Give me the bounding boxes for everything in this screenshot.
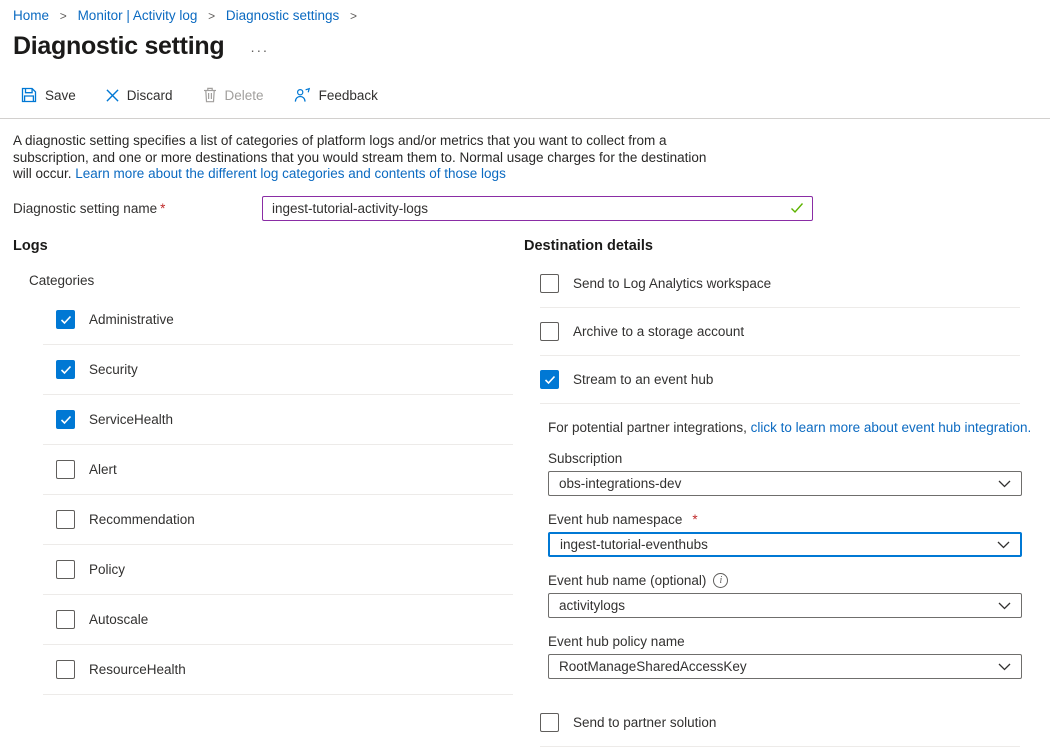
checkbox-administrative[interactable] <box>56 310 75 329</box>
breadcrumb-home[interactable]: Home <box>13 8 50 23</box>
partner-note-text: For potential partner integrations, <box>548 420 751 436</box>
row-divider <box>540 355 1020 356</box>
destination-row-event-hub <box>524 360 1050 399</box>
subscription-label-text: Subscription <box>548 451 623 467</box>
destination-label: Send to partner solution <box>573 715 717 731</box>
event-hub-policy-name-dropdown[interactable] <box>548 654 1022 679</box>
discard-label: Discard <box>126 87 173 103</box>
checkbox-security[interactable] <box>56 360 75 379</box>
trash-icon <box>203 87 217 103</box>
category-label: ResourceHealth <box>89 662 186 678</box>
category-label: Alert <box>89 462 117 478</box>
feedback-person-icon <box>294 87 311 103</box>
destination-row-storage-account <box>524 312 1050 351</box>
category-row-recommendation <box>0 501 524 538</box>
event-hub-name-dropdown[interactable] <box>548 593 1022 618</box>
save-icon <box>21 87 37 103</box>
breadcrumb-separator: > <box>59 9 67 23</box>
valid-checkmark-icon <box>790 202 804 217</box>
page-title: Diagnostic setting <box>13 32 225 60</box>
category-label: Autoscale <box>89 612 149 628</box>
destination-details-heading: Destination details <box>524 238 653 255</box>
row-divider <box>43 544 513 545</box>
checkbox-resourcehealth[interactable] <box>56 660 75 679</box>
save-label: Save <box>45 87 76 103</box>
event-hub-policy-name-label <box>548 634 1050 649</box>
row-divider <box>540 746 1020 747</box>
event-hub-name-field <box>548 573 1050 618</box>
logs-heading: Logs <box>13 238 48 255</box>
category-label: ServiceHealth <box>89 412 174 428</box>
event-hub-policy-name-field <box>548 634 1050 679</box>
destination-label: Archive to a storage account <box>573 324 745 340</box>
destination-details-section <box>524 238 1050 751</box>
discard-button[interactable] <box>106 88 173 103</box>
event-hub-integration-link[interactable]: click to learn more about event hub integration. <box>750 420 1032 436</box>
subscription-dropdown-value: obs-integrations-dev <box>559 476 682 492</box>
category-row-alert <box>0 451 524 488</box>
event-hub-namespace-label-text: Event hub namespace <box>548 512 683 528</box>
learn-more-link[interactable]: Learn more about the different log categories and contents of those logs <box>75 166 506 182</box>
page-header <box>0 23 1050 61</box>
checkbox-autoscale[interactable] <box>56 610 75 629</box>
category-row-autoscale <box>0 601 524 638</box>
diagnostic-setting-name-row <box>13 196 1050 221</box>
chevron-down-icon <box>997 541 1010 549</box>
category-label: Recommendation <box>89 512 195 528</box>
diagnostic-setting-name-input[interactable] <box>262 196 813 221</box>
subscription-label <box>548 451 1050 466</box>
subscription-field <box>548 451 1050 496</box>
destination-label: Send to Log Analytics workspace <box>573 276 772 292</box>
breadcrumb-separator: > <box>208 9 216 23</box>
intro-text <box>13 133 719 183</box>
content-columns <box>0 238 1050 751</box>
partner-integrations-note <box>548 420 1050 435</box>
category-row-resourcehealth <box>0 651 524 688</box>
checkbox-send-to-log-analytics[interactable] <box>540 274 559 293</box>
checkbox-policy[interactable] <box>56 560 75 579</box>
diagnostic-setting-name-label <box>13 201 262 216</box>
diagnostic-setting-name-label-text: Diagnostic setting name <box>13 201 158 217</box>
row-divider <box>540 403 1020 404</box>
subscription-dropdown[interactable] <box>548 471 1022 496</box>
delete-label: Delete <box>224 87 264 103</box>
chevron-down-icon <box>998 602 1011 610</box>
breadcrumb-diagnostic-settings[interactable]: Diagnostic settings <box>225 8 340 23</box>
info-icon[interactable]: i <box>713 573 728 588</box>
categories-subheading: Categories <box>29 273 95 289</box>
category-row-administrative <box>0 301 524 338</box>
row-divider <box>43 694 513 695</box>
checkbox-servicehealth[interactable] <box>56 410 75 429</box>
destination-label: Stream to an event hub <box>573 372 714 388</box>
category-row-servicehealth <box>0 401 524 438</box>
checkbox-stream-to-event-hub[interactable] <box>540 370 559 389</box>
category-label: Administrative <box>89 312 174 328</box>
intro-description: A diagnostic setting specifies a list of categories of platform logs and/or metrics that you want to collect from a subscription, and one or more destinations that you would stream them to. Normal usage charges for the destination will occur. <box>13 133 707 182</box>
required-asterisk: * <box>160 201 166 217</box>
required-asterisk: * <box>692 512 698 528</box>
event-hub-name-dropdown-value: activitylogs <box>559 598 626 614</box>
more-options-button[interactable]: ··· <box>250 41 269 58</box>
event-hub-policy-name-label-text: Event hub policy name <box>548 634 685 650</box>
event-hub-namespace-label <box>548 512 1050 527</box>
event-hub-name-label-text: Event hub name (optional) <box>548 573 707 589</box>
row-divider <box>43 344 513 345</box>
destination-row-log-analytics <box>524 264 1050 303</box>
feedback-label: Feedback <box>318 87 378 103</box>
category-label: Policy <box>89 562 126 578</box>
event-hub-namespace-field <box>548 512 1050 557</box>
breadcrumb <box>0 0 1050 23</box>
row-divider <box>43 644 513 645</box>
delete-button[interactable] <box>203 87 264 103</box>
row-divider <box>43 444 513 445</box>
row-divider <box>43 394 513 395</box>
row-divider <box>43 494 513 495</box>
breadcrumb-monitor-activity-log[interactable]: Monitor | Activity log <box>77 8 198 23</box>
diagnostic-setting-name-input-wrap <box>262 196 813 221</box>
toolbar-divider <box>0 118 1050 119</box>
event-hub-namespace-dropdown-value: ingest-tutorial-eventhubs <box>560 537 708 553</box>
category-row-security <box>0 351 524 388</box>
destination-row-partner-solution <box>524 703 1050 742</box>
category-label: Security <box>89 362 138 378</box>
command-bar <box>21 85 1050 105</box>
chevron-down-icon <box>998 663 1011 671</box>
save-button[interactable] <box>21 87 76 103</box>
row-divider <box>43 594 513 595</box>
chevron-down-icon <box>998 480 1011 488</box>
breadcrumb-separator: > <box>350 9 358 23</box>
logs-section <box>0 238 524 751</box>
feedback-button[interactable] <box>294 87 378 103</box>
event-hub-namespace-dropdown[interactable] <box>548 532 1022 557</box>
discard-x-icon <box>106 89 119 102</box>
checkbox-alert[interactable] <box>56 460 75 479</box>
event-hub-name-label <box>548 573 1050 588</box>
row-divider <box>540 307 1020 308</box>
category-row-policy <box>0 551 524 588</box>
event-hub-policy-name-dropdown-value: RootManageSharedAccessKey <box>559 659 747 675</box>
checkbox-recommendation[interactable] <box>56 510 75 529</box>
checkbox-send-to-partner-solution[interactable] <box>540 713 559 732</box>
checkbox-archive-to-storage[interactable] <box>540 322 559 341</box>
